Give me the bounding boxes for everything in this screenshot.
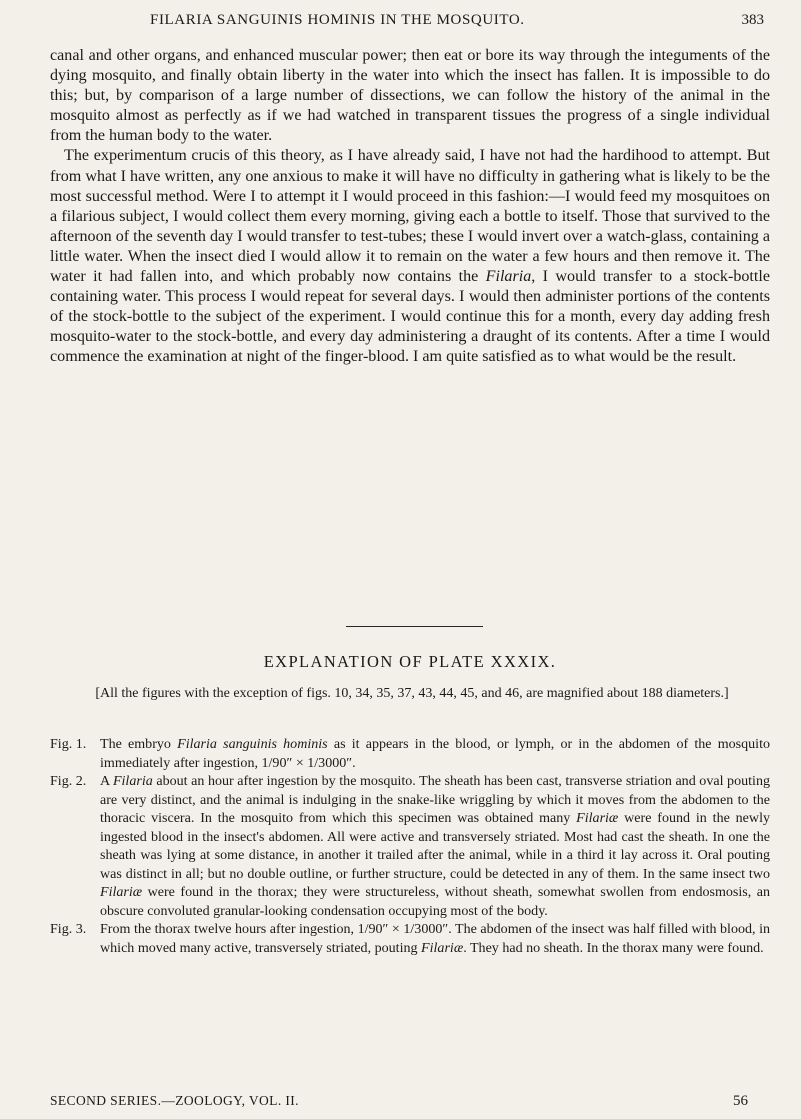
figure-text-part: From the thorax twelve hours after ingestion, 1/90″ × 1/3000″. The abdomen of the insect was half filled with blood, in which moved many active, transversely striated, pouting xyxy=(100,921,770,956)
figure-text-italic: Filariæ xyxy=(100,884,143,900)
page-footer xyxy=(50,1093,770,1113)
figure-text-part: The embryo xyxy=(100,736,178,752)
figure-text xyxy=(100,920,770,957)
figure-text-part: about an hour after ingestion by the mosquito. The sheath has been cast, transverse striation and oval pouting are very distinct, and the animal is indulging in the snake-like wriggling by which it moves from the abdomen to the thoracic viscera. In the mosquito from which this specimen was obtained many xyxy=(100,773,770,826)
running-title: FILARIA SANGUINIS HOMINIS IN THE MOSQUITO. xyxy=(150,12,525,28)
figure-entry-1 xyxy=(50,735,770,772)
figure-text-italic: Filaria xyxy=(112,773,153,789)
figure-explanations xyxy=(50,735,770,957)
paragraph-2-italic: Filaria xyxy=(485,268,532,286)
figure-text-part: A xyxy=(100,773,113,789)
paragraph-1: canal and other organs, and enhanced muscular power; then eat or bore its way through the integuments of the dying mosquito, and finally obtain liberty in the water into which the insect has fallen. It is impossible to do this; but, by comparison of a large number of dissections, we can follow the history of the animal in the mosquito almost as perfectly as if we had watched in transparent tissues the progress of a single individual from the human body to the water. xyxy=(50,47,770,145)
figure-entry-3 xyxy=(50,920,770,957)
figure-label: Fig. 1. xyxy=(50,736,87,752)
page xyxy=(50,0,770,1119)
magnification-note: [All the figures with the exception of figs. 10, 34, 35, 37, 43, 44, 45, and 46, are magnified about 188 diameters.] xyxy=(95,686,729,701)
paragraph-2-part-b: , I would transfer to a stock-bottle containing water. This process I would repeat for several days. I would then administer portions of the contents of the stock-bottle to the subject of the experiment. I would continue this for a month, every day adding fresh mosquito-water to the stock-bottle, and every day administering a draught of its contents. After a time I would commence the examination at night of the finger-blood. I am quite satisfied as to what would be the result. xyxy=(50,268,770,366)
figure-text xyxy=(100,735,770,772)
figure-text-italic: Filaria sanguinis hominis xyxy=(177,736,328,752)
figure-text-part: were found in the thorax; they were structureless, without sheath, somewhat swollen from endosmosis, an obscure convoluted granular-looking condensation occupying most of the body. xyxy=(100,884,770,919)
plate-heading: EXPLANATION OF PLATE XXXIX. xyxy=(263,652,557,671)
figure-text-part: . They had no sheath. In the thorax many were found. xyxy=(463,939,764,956)
page-number: 383 xyxy=(741,12,764,28)
figure-text-part: as it appears in the blood, or lymph, or in the abdomen of the mosquito immediately after ingestion, 1/90″ × 1/3000″. xyxy=(100,736,770,771)
body-text xyxy=(50,46,770,368)
section-divider xyxy=(346,626,483,627)
figure-label: Fig. 3. xyxy=(50,921,87,937)
running-head xyxy=(50,12,770,32)
series-line: SECOND SERIES.—ZOOLOGY, VOL. II. xyxy=(50,1093,299,1108)
figure-text xyxy=(100,772,770,920)
signature-mark: 56 xyxy=(733,1093,748,1109)
figure-text-italic: Filariæ xyxy=(421,939,464,956)
figure-text-italic: Filariæ xyxy=(576,810,619,826)
figure-label: Fig. 2. xyxy=(50,773,87,789)
paragraph-2 xyxy=(50,146,770,367)
figure-entry-2 xyxy=(50,772,770,920)
figure-text-part: were found in the newly ingested blood in the insect's abdomen. All were active and transversely striated. Most had cast the sheath. In one the sheath was lying at some distance, in another it trailed after the animal, while in a third it lay across it. Oral pouting was distinct in all; but no double outline, or further structure, could be detected in any of them. In the same insect two xyxy=(100,810,770,882)
paragraph-2-part-a: The experimentum crucis of this theory, as I have already said, I have not had the hardihood to attempt. But from what I have written, any one anxious to make it will have no difficulty in gathering what is likely to be the most successful method. Were I to attempt it I would proceed in this fashion:—I would feed my mosquitoes on a filarious subject, I would collect them every morning, giving each a bottle to itself. Those that survived to the afternoon of the seventh day I would transfer to test-tubes; these I would invert over a watch-glass, containing a little water. When the insect died I would allow it to remain on the water a few hours and then remove it. The water it had fallen into, and which probably now contains the xyxy=(50,147,770,286)
